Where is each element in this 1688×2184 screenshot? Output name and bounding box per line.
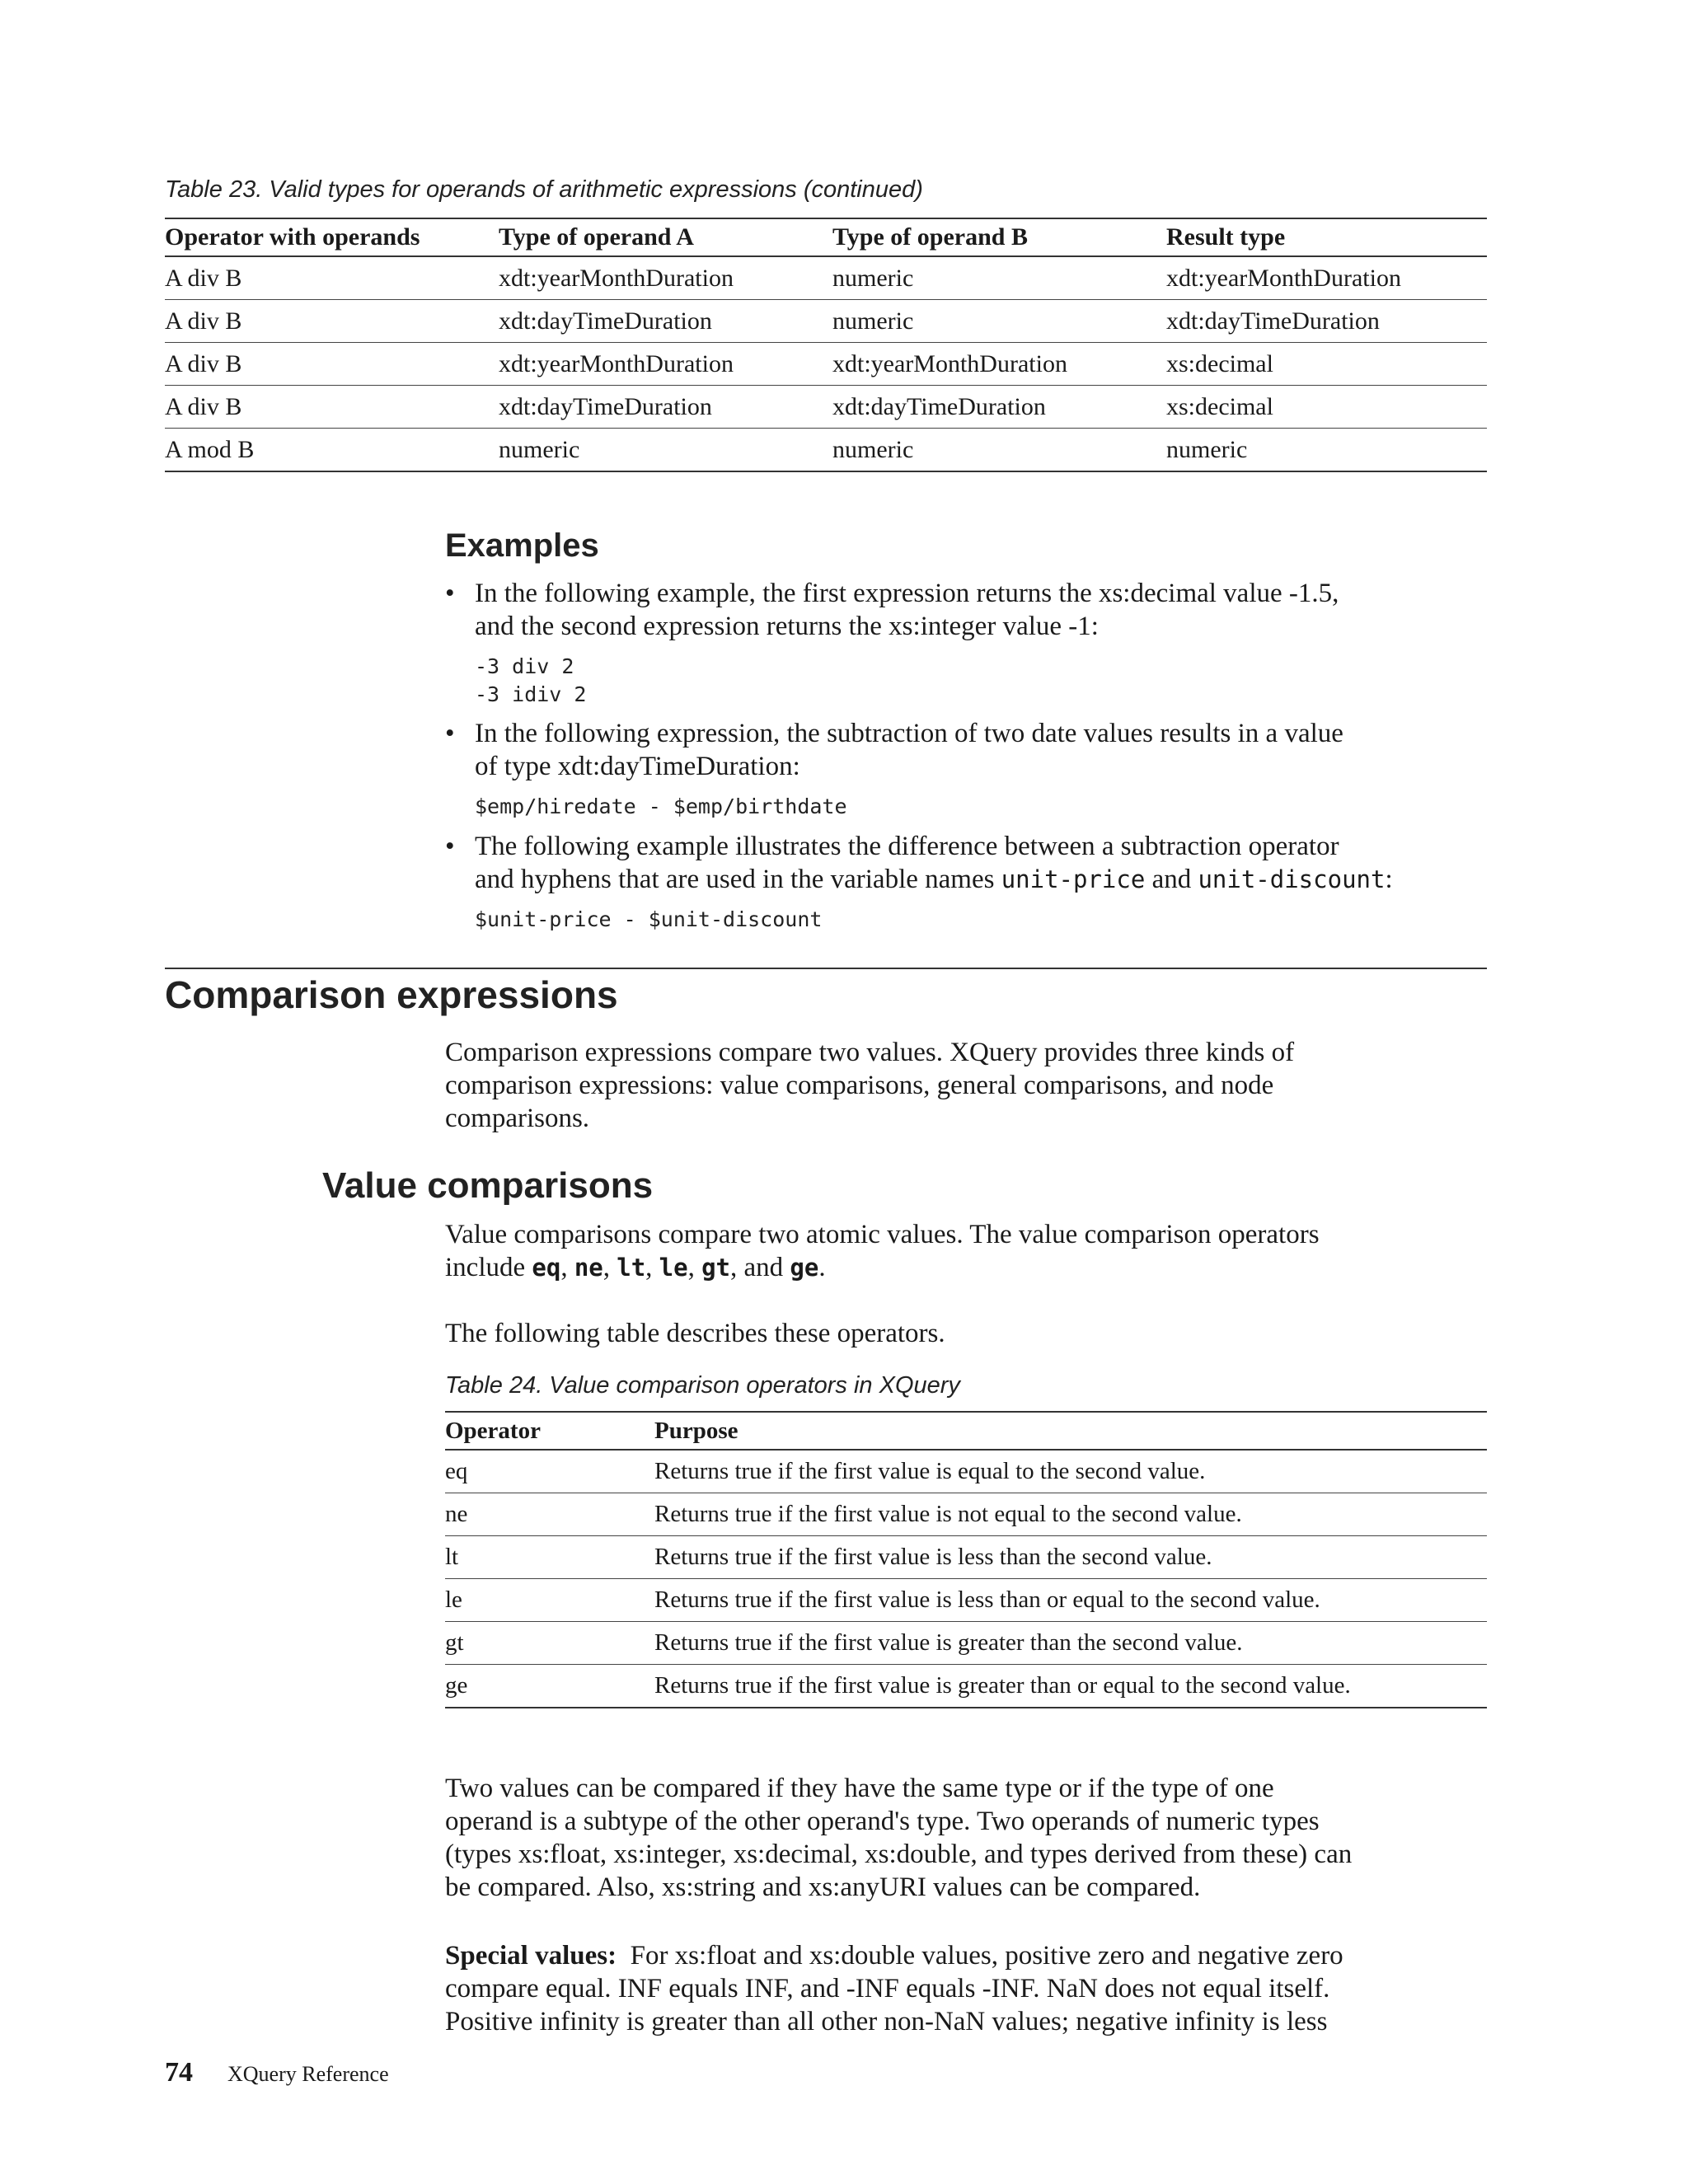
text-run: For xs:float and xs:double values, positive zero and negative zero [617, 1941, 1343, 1971]
bullet-icon: • [445, 579, 455, 608]
bullet-icon: • [445, 832, 455, 861]
operator-lt: lt [617, 1254, 646, 1282]
operator-ne: ne [574, 1254, 603, 1282]
paragraph-line: be compared. Also, xs:string and xs:anyURI values can be compared. [445, 1872, 1201, 1902]
table-row [165, 300, 1487, 343]
table-cell: xdt:yearMonthDuration [832, 343, 1166, 386]
column-header: Type of operand A [499, 218, 832, 256]
table-cell: gt [445, 1622, 654, 1665]
column-header: Operator with operands [165, 218, 499, 256]
separator: . [818, 1253, 826, 1282]
table-cell: Returns true if the first value is not equal to the second value. [654, 1493, 1487, 1536]
table-header-row [165, 218, 1487, 256]
table-cell: ne [445, 1493, 654, 1536]
table-cell: lt [445, 1536, 654, 1579]
book-title: XQuery Reference [227, 2062, 389, 2086]
paragraph-line: operand is a subtype of the other operand's type. Two operands of numeric types [445, 1807, 1320, 1836]
special-values-label: Special values: [445, 1941, 617, 1971]
paragraph-line: comparison expressions: value comparisons, general comparisons, and node [445, 1071, 1274, 1100]
value-comparisons-heading: Value comparisons [322, 1165, 654, 1206]
table-cell: ge [445, 1665, 654, 1708]
table-row [445, 1579, 1487, 1622]
table-cell: Returns true if the first value is greater than the second value. [654, 1622, 1487, 1665]
special-values-paragraph [445, 1939, 1492, 2038]
table-cell: numeric [832, 300, 1166, 343]
table-cell: eq [445, 1450, 654, 1493]
table-cell: xdt:yearMonthDuration [499, 256, 832, 300]
example-text-line: and the second expression returns the xs:integer value -1: [475, 612, 1099, 641]
separator: , and [730, 1253, 790, 1282]
code-line: -3 div 2 [475, 654, 574, 678]
table-cell: numeric [832, 256, 1166, 300]
example-item-2 [445, 717, 1492, 821]
table-cell: xs:decimal [1166, 386, 1487, 429]
paragraph-line: compare equal. INF equals INF, and -INF equals -INF. NaN does not equal itself. [445, 1974, 1330, 2004]
table-cell: xdt:yearMonthDuration [499, 343, 832, 386]
operator-ge: ge [790, 1254, 819, 1282]
table-cell: Returns true if the first value is equal to the second value. [654, 1450, 1487, 1493]
table-cell: xdt:dayTimeDuration [1166, 300, 1487, 343]
table-cell: A div B [165, 343, 499, 386]
code-line: $unit-price - $unit-discount [475, 907, 823, 931]
table-cell: Returns true if the first value is less than the second value. [654, 1536, 1487, 1579]
paragraph-line [445, 1939, 1492, 1972]
table-row [165, 429, 1487, 472]
table-header-row [445, 1412, 1487, 1450]
section-divider [165, 968, 1487, 969]
table-row [445, 1493, 1487, 1536]
table-cell: xdt:dayTimeDuration [499, 300, 832, 343]
table-cell: xdt:dayTimeDuration [832, 386, 1166, 429]
example-text-line: of type xdt:dayTimeDuration: [475, 752, 800, 781]
paragraph-line [445, 1251, 1492, 1284]
table-cell: numeric [832, 429, 1166, 472]
text-run: and hyphens that are used in the variable names [475, 865, 1001, 894]
example-item-3 [445, 830, 1492, 934]
table-cell: Returns true if the first value is less than or equal to the second value. [654, 1579, 1487, 1622]
table-cell: xs:decimal [1166, 343, 1487, 386]
code-line: -3 idiv 2 [475, 682, 587, 706]
text-run: include [445, 1253, 532, 1282]
column-header: Purpose [654, 1412, 1487, 1450]
table-cell: le [445, 1579, 654, 1622]
separator: , [603, 1253, 617, 1282]
table-row [165, 343, 1487, 386]
examples-heading: Examples [445, 527, 599, 564]
paragraph-line: Value comparisons compare two atomic values. The value comparison operators [445, 1220, 1320, 1249]
text-run: : [1385, 865, 1393, 894]
comparison-expressions-heading: Comparison expressions [165, 973, 618, 1016]
column-header: Type of operand B [832, 218, 1166, 256]
inline-code: unit-discount [1198, 865, 1386, 893]
table-row [165, 256, 1487, 300]
operator-gt: gt [701, 1254, 730, 1282]
separator: , [687, 1253, 702, 1282]
example-text-line: The following example illustrates the difference between a subtraction operator [475, 832, 1339, 861]
value-comparisons-paragraph [445, 1218, 1492, 1284]
table-23-caption: Table 23. Valid types for operands of arithmetic expressions (continued) [165, 176, 923, 203]
comparison-rules-paragraph [445, 1772, 1492, 1904]
separator: , [560, 1253, 574, 1282]
bullet-icon: • [445, 719, 455, 748]
table-row [445, 1622, 1487, 1665]
table-cell: Returns true if the first value is greater than or equal to the second value. [654, 1665, 1487, 1708]
column-header: Operator [445, 1412, 654, 1450]
paragraph-line: (types xs:float, xs:integer, xs:decimal, xs:double, and types derived from these) can [445, 1840, 1353, 1869]
table-cell: xdt:yearMonthDuration [1166, 256, 1487, 300]
table-row [165, 386, 1487, 429]
table-row [445, 1665, 1487, 1708]
code-line: $emp/hiredate - $emp/birthdate [475, 794, 847, 818]
paragraph-line: Comparison expressions compare two values. XQuery provides three kinds of [445, 1038, 1295, 1067]
table-cell: xdt:dayTimeDuration [499, 386, 832, 429]
table-row [445, 1536, 1487, 1579]
comparison-intro-paragraph [445, 1036, 1492, 1135]
example-item-1 [445, 577, 1492, 709]
page-number: 74 [165, 2057, 193, 2088]
text-run: and [1145, 865, 1198, 894]
table-24 [445, 1411, 1487, 1708]
example-text-line: In the following example, the first expression returns the xs:decimal value -1.5, [475, 579, 1339, 608]
table-cell: numeric [499, 429, 832, 472]
operator-eq: eq [532, 1254, 561, 1282]
table-row [445, 1450, 1487, 1493]
separator: , [645, 1253, 659, 1282]
example-text-line [475, 863, 1492, 896]
table-24-caption: Table 24. Value comparison operators in XQuery [445, 1372, 960, 1399]
inline-code: unit-price [1001, 865, 1146, 893]
operator-le: le [659, 1254, 688, 1282]
table-intro-text: The following table describes these operators. [445, 1319, 945, 1348]
example-text-line: In the following expression, the subtraction of two date values results in a value [475, 719, 1343, 748]
table-cell: numeric [1166, 429, 1487, 472]
paragraph-line: Positive infinity is greater than all other non-NaN values; negative infinity is less [445, 2007, 1328, 2036]
table-cell: A div B [165, 386, 499, 429]
column-header: Result type [1166, 218, 1487, 256]
table-23 [165, 218, 1487, 472]
paragraph-line: Two values can be compared if they have the same type or if the type of one [445, 1774, 1274, 1803]
table-cell: A div B [165, 256, 499, 300]
table-cell: A div B [165, 300, 499, 343]
paragraph-line: comparisons. [445, 1104, 590, 1133]
table-cell: A mod B [165, 429, 499, 472]
